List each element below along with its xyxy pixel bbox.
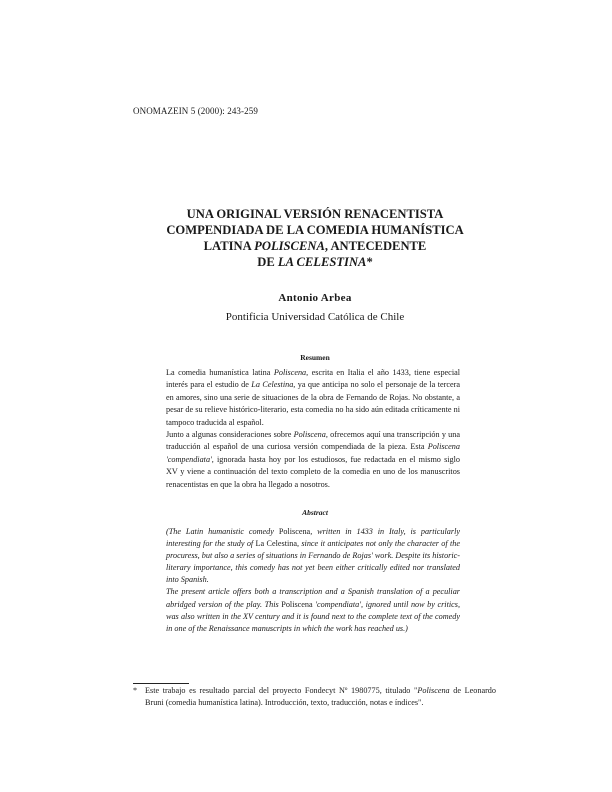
resumen-italic: Poliscena 'compendiata' [166, 442, 460, 464]
resumen-text: , ya que anticipa no solo el personaje de la tercera en amores, sino una serie de situaciones de la obra de Fernando de Rojas. No obstante, a pesar de su relieve histórico-literario, esta comedia no ha sido aún editada críticamente ni tampoco traducida al español. [166, 380, 461, 427]
resumen-text: La comedia humanística latina [166, 368, 274, 377]
resumen-heading: Resumen [300, 353, 330, 362]
resumen-italic: La Celestina [251, 380, 294, 390]
title-line-3-pre: LATINA [203, 239, 255, 253]
title-line-3 [120, 238, 510, 254]
abstract-upright: La Celestina [255, 539, 297, 549]
abstract-text: (The Latin humanistic comedy [166, 527, 279, 536]
footnote-mark: * [133, 686, 138, 695]
abstract-upright: Poliscena [278, 527, 311, 536]
title-line-3-post: , ANTECEDENTE [324, 239, 427, 253]
journal-reference: ONOMAZEIN 5 (2000): 243-259 [133, 106, 258, 116]
footnote-rule [133, 683, 189, 684]
abstract-body [166, 526, 460, 635]
abstract-text: The present article offers both a transcription and a Spanish translation of a peculiar abridged version of the play. This [166, 587, 460, 609]
resumen-italic: Poliscena [273, 368, 307, 377]
resumen-paragraph-2 [166, 429, 460, 491]
abstract-heading: Abstract [302, 508, 328, 517]
abstract-text: , written in 1433 in Italy, is particularly interesting for the study of [166, 527, 460, 549]
resumen-text: , ignorada hasta hoy por los estudiosos, fue redactada en el mismo siglo XV y viene a continuación del texto completo de la comedia en uno de los manuscritos renacentistas en que la obra ha llegado a nosotros. [166, 454, 460, 489]
resumen-paragraph-1 [166, 367, 460, 429]
footnote-text-part: Este trabajo es resultado parcial del proyecto Fondecyt Nº 1980775, titulado " [145, 686, 418, 695]
author-affiliation: Pontificia Universidad Católica de Chile [225, 311, 405, 323]
resumen-body [166, 367, 460, 491]
resumen-text: Junto a algunas consideraciones sobre [166, 430, 294, 440]
title-celestina: LA CELESTINA [277, 255, 367, 269]
abstract-text: 'compendiata', ignored until now by critics, was also written in the XV century and it is found next to the complete text of the comedy in one of the Renaissance manuscripts in which the work has reached us.) [166, 599, 460, 633]
author-name: Antonio Arbea [278, 292, 352, 304]
footnote-italic: Poliscena [417, 686, 450, 695]
article-title [120, 206, 510, 270]
footnote [133, 685, 496, 709]
title-line-4 [120, 254, 510, 270]
title-footnote-mark: * [366, 255, 373, 269]
abstract-paragraph-2 [166, 586, 460, 634]
abstract-paragraph-1 [166, 526, 460, 586]
title-poliscena: POLISCENA [254, 239, 325, 253]
title-line-2: COMPENDIADA DE LA COMEDIA HUMANÍSTICA [166, 223, 464, 237]
title-line-4-pre: DE [257, 255, 278, 269]
resumen-text: , ofrecemos aquí una transcripción y una traducción al español de una curiosa versión compendiada de la pieza. Esta [166, 430, 460, 452]
resumen-italic: Poliscena [293, 430, 326, 440]
abstract-upright: Poliscena [281, 599, 313, 609]
title-line-1: UNA ORIGINAL VERSIÓN RENACENTISTA [186, 207, 444, 221]
abstract-text: , since it anticipates not only the character of the procuress, but also a series of situations in Fernando de Rojas' work. Despite its historic-literary importance, this comedy has not yet been either critically edited nor translated into Spanish. [166, 539, 460, 585]
footnote-text [145, 685, 496, 709]
resumen-text: , escrita en Italia el año 1433, tiene especial interés para el estudio de [166, 368, 461, 390]
footnote-text-part: de Leonardo Bruni (comedia humanística latina). Introducción, texto, traducción, notas e índices". [145, 686, 496, 707]
